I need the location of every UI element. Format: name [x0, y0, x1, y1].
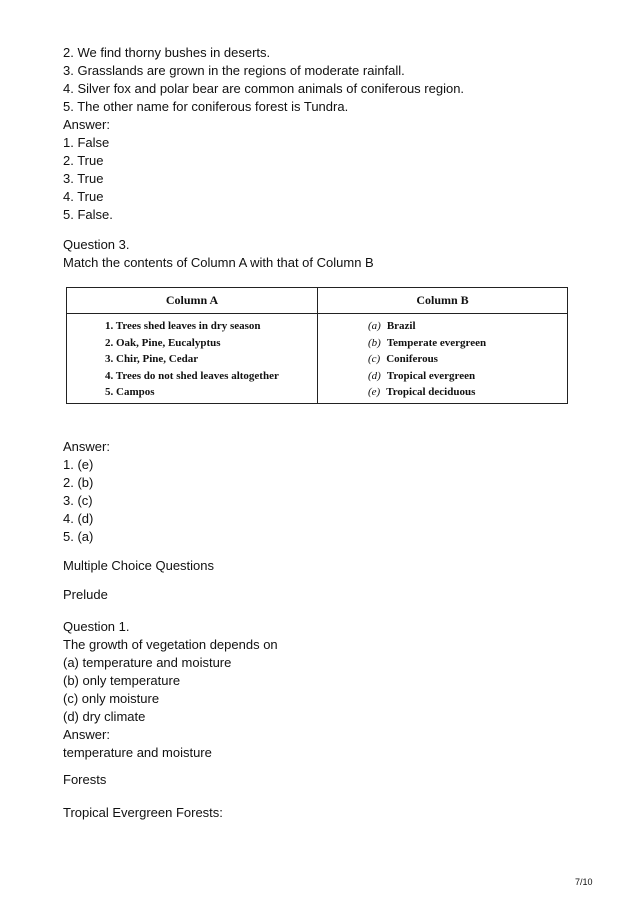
- option: (a) temperature and moisture: [63, 655, 232, 670]
- q3-answer-section: [63, 438, 110, 546]
- question-title: Question 3.: [63, 237, 130, 252]
- q3-answer: 1. (e): [63, 457, 94, 472]
- column-a-item: 3. Chir, Pine, Cedar: [105, 353, 199, 365]
- column-b-item: [318, 351, 567, 368]
- tf-answer: 5. False.: [63, 207, 113, 222]
- question-3: [63, 236, 374, 272]
- column-b-text: Tropical deciduous: [386, 386, 476, 398]
- answer-label: Answer:: [63, 117, 110, 132]
- column-b-header: Column B: [318, 288, 568, 314]
- tf-answer: 3. True: [63, 171, 104, 186]
- match-table: [66, 287, 568, 404]
- page-number: 7/10: [575, 877, 593, 887]
- prelude-heading: Prelude: [63, 587, 108, 602]
- column-b: [318, 314, 568, 404]
- column-b-text: Tropical evergreen: [386, 369, 476, 382]
- column-b-letter: (d): [368, 369, 381, 382]
- option: (c) only moisture: [63, 691, 160, 706]
- column-a-item: 5. Campos: [105, 386, 155, 398]
- column-a-item: 4. Trees do not shed leaves altogether: [105, 369, 279, 382]
- forests-heading: Forests: [63, 772, 107, 787]
- column-b-item: [318, 335, 567, 352]
- column-b-letter: (b): [368, 336, 381, 349]
- question-title: Question 1.: [63, 619, 130, 634]
- q3-answer: 5. (a): [63, 529, 94, 544]
- answer-label: Answer:: [63, 727, 110, 742]
- q3-answer: 4. (d): [63, 511, 94, 526]
- option: (b) only temperature: [63, 673, 181, 688]
- column-a-item: 2. Oak, Pine, Eucalyptus: [105, 336, 221, 349]
- option: (d) dry climate: [63, 709, 146, 724]
- column-a-item: 1. Trees shed leaves in dry season: [105, 320, 261, 332]
- q3-answer: 2. (b): [63, 475, 94, 490]
- answer-label: Answer:: [63, 439, 110, 454]
- question-text: The growth of vegetation depends on: [63, 637, 278, 652]
- tf-statement: 4. Silver fox and polar bear are common animals of coniferous region.: [63, 81, 465, 96]
- tf-statement: 2. We find thorny bushes in deserts.: [63, 45, 271, 60]
- tf-answer: 2. True: [63, 153, 104, 168]
- column-b-letter: (c): [368, 353, 381, 365]
- question-text: Match the contents of Column A with that of Column B: [63, 255, 374, 270]
- mcq-heading: Multiple Choice Questions: [63, 558, 215, 573]
- tf-statement: 3. Grasslands are grown in the regions of moderate rainfall.: [63, 63, 405, 78]
- column-b-item: [318, 368, 567, 385]
- tf-statement: 5. The other name for coniferous forest is Tundra.: [63, 99, 349, 114]
- q3-answer: 3. (c): [63, 493, 93, 508]
- column-b-letter: (e): [368, 386, 381, 398]
- tropical-evergreen-heading: Tropical Evergreen Forests:: [63, 805, 223, 820]
- column-b-item: [318, 318, 567, 335]
- mcq-question-1: [63, 618, 278, 762]
- column-b-text: Coniferous: [386, 353, 438, 365]
- column-a: [67, 314, 318, 404]
- column-a-header: Column A: [67, 288, 318, 314]
- tf-answer: 4. True: [63, 189, 104, 204]
- column-b-letter: (a): [368, 320, 381, 332]
- answer-text: temperature and moisture: [63, 745, 212, 760]
- column-b-text: Temperate evergreen: [386, 336, 487, 349]
- tf-answer: 1. False: [63, 135, 110, 150]
- column-b-item: [318, 384, 567, 401]
- column-b-text: Brazil: [386, 320, 416, 332]
- tf-section: [63, 44, 464, 224]
